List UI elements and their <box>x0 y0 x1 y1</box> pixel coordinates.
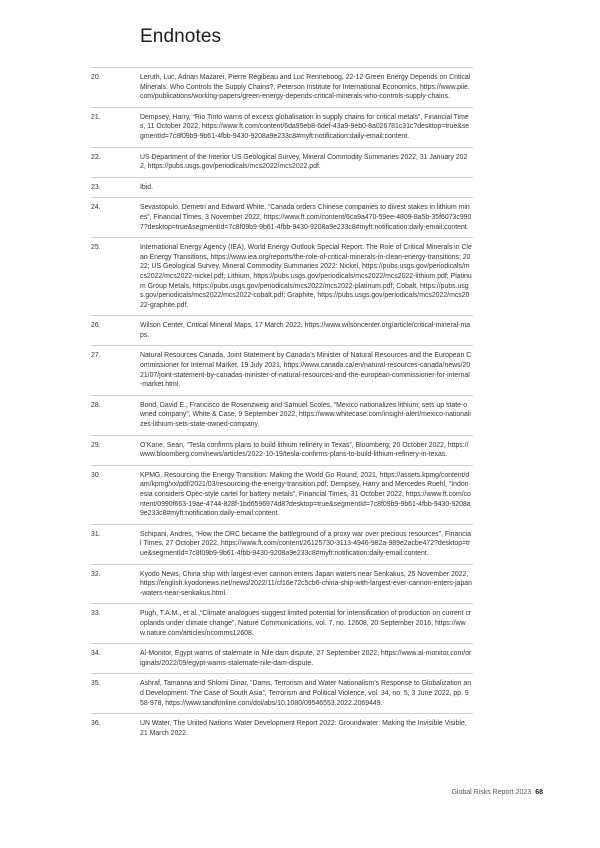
endnote-number: 21. <box>91 113 101 121</box>
endnote-text: Schipani, Andres, “How the DRC became the battleground of a proxy war over precious resources”, Financial Times, 27 October 2022, https://www.ft.com/content/26125730-3113-4946-982a-989e2acbe472?desktop=true&segmentId=7c8f09b9-9b61-4fbb-9430-9208a9e233c8#myft:notification:daily-email:content. <box>140 530 471 557</box>
page-number: 68 <box>535 789 543 796</box>
endnote-number: 27. <box>91 352 101 360</box>
endnote-31 <box>0 530 600 559</box>
endnote-text: UN Water, The United Nations Water Development Report 2022: Groundwater: Making the Invisible Visible, 21 March 2022. <box>140 720 467 737</box>
endnote-number: 29. <box>91 441 101 449</box>
endnote-number: 33. <box>91 610 101 618</box>
divider <box>91 237 473 238</box>
endnote-text: Ibid. <box>140 183 154 191</box>
endnote-text: US Department of the Interior US Geological Survey, Mineral Commodity Summaries 2022, 31 January 2022, https://pubs.usgs.gov/periodicals/mcs2022/mcs2022.pdf. <box>140 153 468 171</box>
endnote-text: Pugh, T.A.M., et al.,“Climate analogues suggest limited potential for intensification of production on current croplands under climate change”, Nature Communications, vol. 7, no. 12608, 20 September 2016, https://www.nature.com/articles/ncomms12608. <box>140 610 472 637</box>
endnote-29 <box>0 441 600 460</box>
endnote-number: 30. <box>91 471 101 479</box>
endnote-text: Ashraf, Tamanna and Shlomi Dinar, “Dams, Terrorism and Water Nationalism’s Response to Globalization and Development: The Case of South Asia”, Terrorism and Political Violence, vol. 34, no. 5, 3 June 2022, pp. 958-978, https://www.tandfonline.com/doi/abs/10.1080/09546553.2022.2069449. <box>140 680 472 707</box>
endnote-text: International Energy Agency (IEA), World Energy Outlook Special Report: The Role of Critical Minerals in Clean Energy Transitions, https://www.iea.org/reports/the-role-of-critical-minerals-in-clean-energy-transitions; 2022; US Geological Survey, Mineral Commodity Summaries 2022: Nickel, https://pubs.usgs.gov/periodicals/mcs2022/mcs2022-nickel.pdf; Lithium, https://pubs.usgs.gov/periodicals/mcs2022/mcs2022-lithium.pdf; Platinum Group Metals, https://pubs.usgs.gov/periodicals/mcs2022/mcs2022-platinum.pdf; Cobalt, https://pubs.usgs.gov/periodicals/mcs2022/mcs2022-cobalt.pdf; Graphite, https://pubs.usgs.gov/periodicals/mcs2022/mcs2022-graphite.pdf. <box>140 244 472 309</box>
endnote-number: 36. <box>91 720 101 728</box>
page-footer <box>451 789 543 796</box>
endnote-text: Al-Monitor, Egypt warns of stalemate in Nile dam dispute, 27 September 2022, https://www.al-monitor.com/originals/2022/09/egypt-warns-stalemate-nile-dam-dispute. <box>140 650 472 667</box>
divider <box>91 147 473 148</box>
endnote-28 <box>0 401 600 430</box>
endnote-34 <box>0 649 600 668</box>
endnote-number: 26. <box>91 322 101 330</box>
page-title: Endnotes <box>140 26 222 47</box>
endnote-text: Bond, David E., Francisco de Rosenzweig and Samuel Scoles, “Mexico nationalizes lithium; sets up state-owned company”, White & Case, 9 September 2022, https://www.whitecase.com/insight-alert/mexico-nationalizes-lithium-sets-state-owned-company. <box>140 401 471 429</box>
endnote-number: 23. <box>91 183 101 191</box>
divider <box>91 643 473 644</box>
endnote-number: 24. <box>91 204 101 212</box>
endnote-21 <box>0 113 600 142</box>
divider <box>91 465 473 466</box>
divider <box>91 524 473 525</box>
endnote-text: Dempsey, Harry, “Rio Tinto warns of excess globalisation in supply chains for critical metals”, Financial Times, 11 October 2022, https://www.ft.com/content/6da95eb8-6def-43a9-9eb0-8a026781c31c?desktop=true&segmentId=7c8f09b9-9b61-4fbb-9430-9208a9e233c8#myft:notification:daily-email:content. <box>140 113 470 140</box>
endnote-35 <box>0 679 600 708</box>
endnote-number: 31. <box>91 530 101 538</box>
endnote-number: 35. <box>91 680 101 688</box>
endnote-number: 28. <box>91 401 101 409</box>
divider <box>91 315 473 316</box>
endnote-33 <box>0 609 600 638</box>
endnote-22 <box>0 153 600 172</box>
divider <box>91 395 473 396</box>
endnote-number: 25. <box>91 244 101 252</box>
divider <box>91 713 473 714</box>
footer-report-title: Global Risks Report 2023 <box>451 789 532 796</box>
endnote-text: Leruth, Luc, Adnan Mazarei, Pierre Régibeau and Luc Renneboog, 22-12 Green Energy Depends on Critical Minerals. Who Controls the Supply Chains?, Peterson Institute for International Economics, https://www.piie.com/publications/working-papers/green-energy-depends-critical-minerals-who-controls-supply-chains. <box>140 74 471 101</box>
endnote-30 <box>0 471 600 519</box>
divider <box>91 673 473 674</box>
endnote-24 <box>0 203 600 232</box>
divider <box>91 107 473 108</box>
endnote-number: 22. <box>91 153 101 161</box>
endnote-text: Kyodo News, China ship with largest-ever cannon enters Japan waters near Senkakus, 25 November 2022, https://english.kyodonews.net/news/2022/11/cf16e72c5cb6-china-ship-with-largest-ever-cannon-enters-japan-waters-near-senkakus.html. <box>140 570 472 597</box>
divider <box>91 603 473 604</box>
divider <box>91 177 473 178</box>
endnotes-list <box>0 73 600 749</box>
endnote-27 <box>0 351 600 389</box>
endnote-20 <box>0 73 600 102</box>
endnote-32 <box>0 570 600 599</box>
endnote-text: Natural Resources Canada, Joint Statement by Canada’s Minister of Natural Resources and the European Commissioner for Internal Market, 19 July 2021, https://www.canada.ca/en/natural-resources-canada/news/2021/07/joint-statement-by-canadas-minister-of-natural-resources-and-the-european-commissioner-for-internal-market.html. <box>140 352 472 389</box>
divider <box>91 564 473 565</box>
endnote-36 <box>0 719 600 738</box>
endnote-text: KPMG, Resourcing the Energy Transition: Making the World Go Round, 2021, https://assets.kpmg/content/dam/kpmg/xx/pdf/2021/03/resourcing-the-energy-transition.pdf; Dempsey, Harry and Mercedes Ruehl, “Indonesia considers Opec-style cartel for battery metals”, Financial Times, 31 October 2022, https://www.ft.com/content/0990f663-19ae-4744-828f-1bd6596974d8?desktop=true&segmentId=7c8f09b9-9b61-4fbb-9430-9208a9e233c8#myft:notification:daily-email:content. <box>140 471 471 518</box>
endnote-text: O’Kane, Sean, “Tesla confirms plans to build lithium refinery in Texas”, Bloomberg, 20 October 2022, https://www.bloomberg.com/news/articles/2022-10-19/tesla-confirms-plans-to-build-lithium-refinery-in-texas. <box>140 441 469 459</box>
endnote-number: 20. <box>91 74 101 81</box>
endnote-23 <box>0 183 600 193</box>
endnote-text: Wilson Center, Critical Mineral Maps, 17 March 2022, https://www.wilsoncenter.org/article/critical-mineral-maps. <box>140 322 471 339</box>
endnote-26 <box>0 321 600 340</box>
divider <box>91 435 473 436</box>
divider <box>91 345 473 346</box>
divider <box>91 197 473 198</box>
endnote-text: Sevastopulo, Demetri and Edward White, “Canada orders Chinese companies to divest stakes in lithium mines”, Financial Times, 3 November 2022, https://www.ft.com/content/6ca9a470-59ee-4809-8a5b-35f6073c9907?desktop=true&segmentId=7c8f09b9-9b61-4fbb-9430-9208a9e233c8#myft:notification:daily-email:content. <box>140 204 472 231</box>
endnote-number: 32. <box>91 570 101 578</box>
divider <box>91 67 473 68</box>
endnote-25 <box>0 243 600 310</box>
endnote-number: 34. <box>91 650 101 658</box>
